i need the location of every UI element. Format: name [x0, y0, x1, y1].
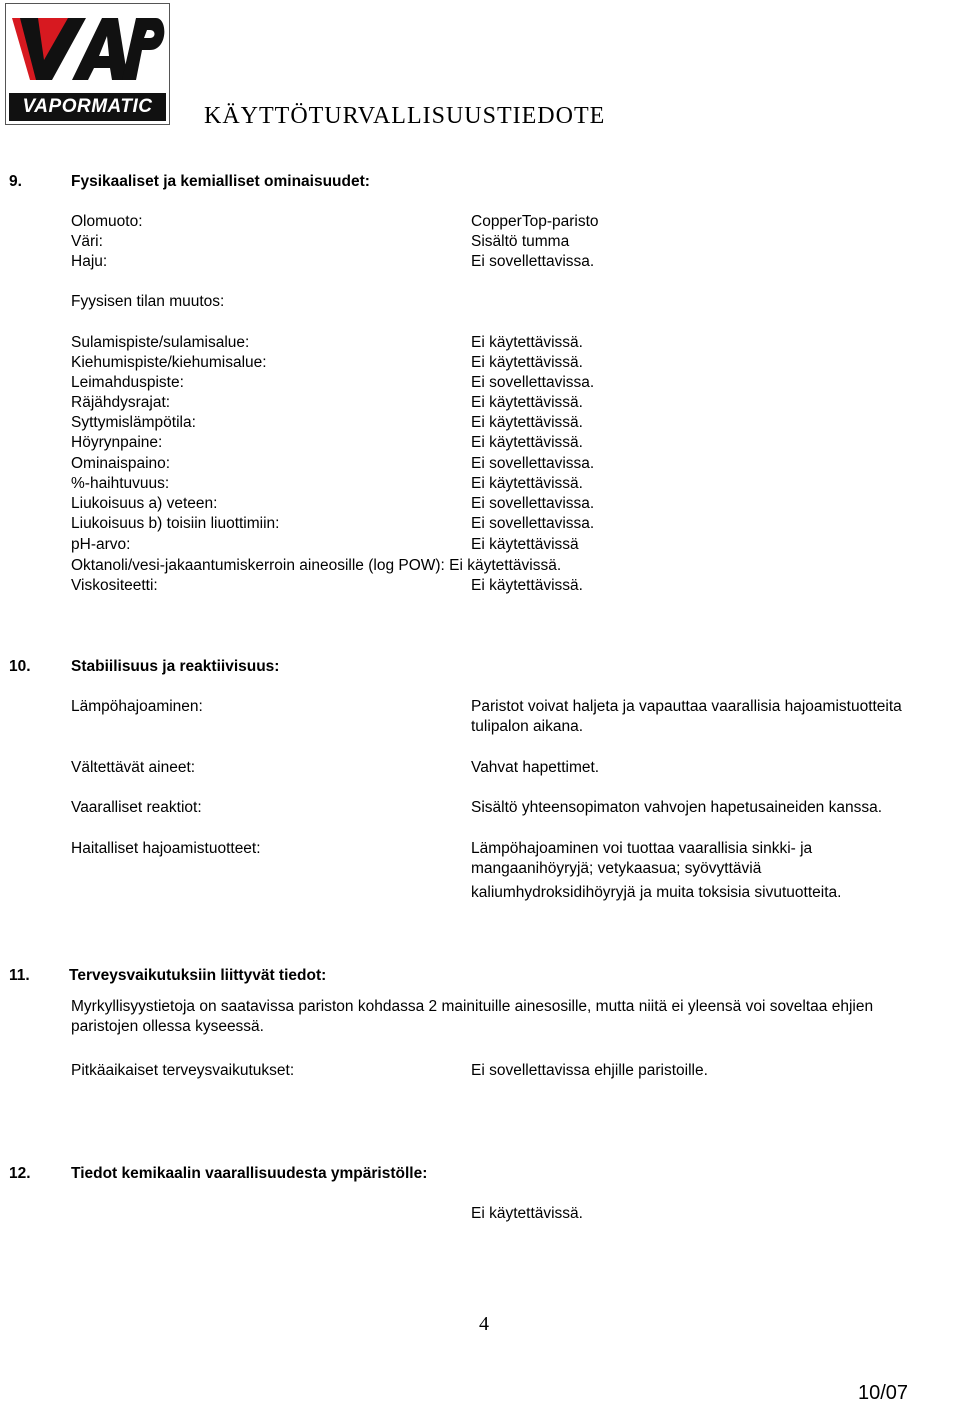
property-label: Kiehumispiste/kiehumisalue: [71, 354, 267, 371]
section-12-title: Tiedot kemikaalin vaarallisuudesta ympäristölle: [71, 1165, 428, 1182]
logo-band: VAPORMATIC [9, 93, 166, 121]
section-11-number: 11. [9, 967, 30, 984]
page-number: 4 [479, 1313, 489, 1335]
property-label: pH-arvo: [71, 536, 131, 553]
field-value-continued: kaliumhydroksidihöyryjä ja muita toksisia sivutuotteita. [471, 884, 842, 901]
property-label: Leimahduspiste: [71, 374, 184, 391]
field-value: Paristot voivat haljeta ja vapauttaa vaarallisia hajoamistuotteita tulipalon aikana. [471, 698, 902, 735]
field-value: CopperTop-paristo [471, 213, 599, 230]
field-label: Pitkäaikaiset terveysvaikutukset: [71, 1062, 295, 1079]
field-label: Haju: [71, 253, 108, 270]
property-value: Ei käytettävissä. [471, 475, 583, 492]
section-9-title: Fysikaaliset ja kemialliset ominaisuudet: [71, 173, 370, 190]
property-label: Viskositeetti: [71, 577, 158, 594]
field-value: Ei sovellettavissa ehjille paristoille. [471, 1062, 708, 1079]
field-label: Vaaralliset reaktiot: [71, 799, 202, 816]
property-label: Räjähdysrajat: [71, 394, 171, 411]
property-value: Ei sovellettavissa. [471, 455, 595, 472]
revision-date: 10/07 [858, 1382, 909, 1404]
property-label: Liukoisuus a) veteen: [71, 495, 218, 512]
field-label: Väri: [71, 233, 103, 250]
section-11-paragraph: Myrkyllisyystietoja on saatavissa pariston kohdassa 2 mainituille ainesosille, mutta niitä ei yleensä voi soveltaa ehjien paristojen ollessa kyseessä. [71, 998, 874, 1035]
property-value: Ei sovellettavissa. [471, 495, 595, 512]
field-label: Lämpöhajoaminen: [71, 698, 203, 715]
section-12-value: Ei käytettävissä. [471, 1205, 583, 1222]
property-label: Ominaispaino: [71, 455, 171, 472]
property-label: Höyrynpaine: [71, 434, 163, 451]
field-label: Haitalliset hajoamistuotteet: [71, 840, 261, 857]
property-label: Liukoisuus b) toisiin liuottimiin: [71, 515, 280, 532]
field-value: Sisältö tumma [471, 233, 570, 250]
section-10-number: 10. [9, 658, 31, 675]
property-value: Ei käytettävissä [471, 536, 579, 553]
property-label: Syttymislämpötila: [71, 414, 196, 431]
company-logo [5, 3, 170, 125]
property-label: %-haihtuvuus: [71, 475, 170, 492]
partition-coefficient-line: Oktanoli/vesi-jakaantumiskerroin aineosille (log POW): Ei käytettävissä. [71, 557, 562, 574]
field-value: Ei sovellettavissa. [471, 253, 595, 270]
property-value: Ei käytettävissä. [471, 577, 583, 594]
section-10-title: Stabiilisuus ja reaktiivisuus: [71, 658, 280, 675]
property-value: Ei käytettävissä. [471, 434, 583, 451]
property-value: Ei käytettävissä. [471, 394, 583, 411]
property-value: Ei sovellettavissa. [471, 515, 595, 532]
property-value: Ei käytettävissä. [471, 334, 583, 351]
logo-mark [10, 10, 165, 90]
subheading-state-change: Fyysisen tilan muutos: [71, 293, 225, 310]
property-value: Ei käytettävissä. [471, 414, 583, 431]
section-11-title: Terveysvaikutuksiin liittyvät tiedot: [69, 967, 327, 984]
field-label: Olomuoto: [71, 213, 143, 230]
section-12-number: 12. [9, 1165, 31, 1182]
logo-letter-p [122, 18, 164, 80]
property-value: Ei sovellettavissa. [471, 374, 595, 391]
property-label: Sulamispiste/sulamisalue: [71, 334, 250, 351]
section-9-number: 9. [9, 173, 22, 190]
field-value: Vahvat hapettimet. [471, 759, 600, 776]
field-value: Lämpöhajoaminen voi tuottaa vaarallisia sinkki- ja mangaanihöyryjä; vetykaasua; syövyttäviä [471, 840, 813, 877]
field-value: Sisältö yhteensopimaton vahvojen hapetusaineiden kanssa. [471, 799, 883, 816]
logo-graphic [10, 10, 165, 90]
field-label: Vältettävät aineet: [71, 759, 196, 776]
property-value: Ei käytettävissä. [471, 354, 583, 371]
document-title: KÄYTTÖTURVALLISUUSTIEDOTE [204, 103, 606, 129]
